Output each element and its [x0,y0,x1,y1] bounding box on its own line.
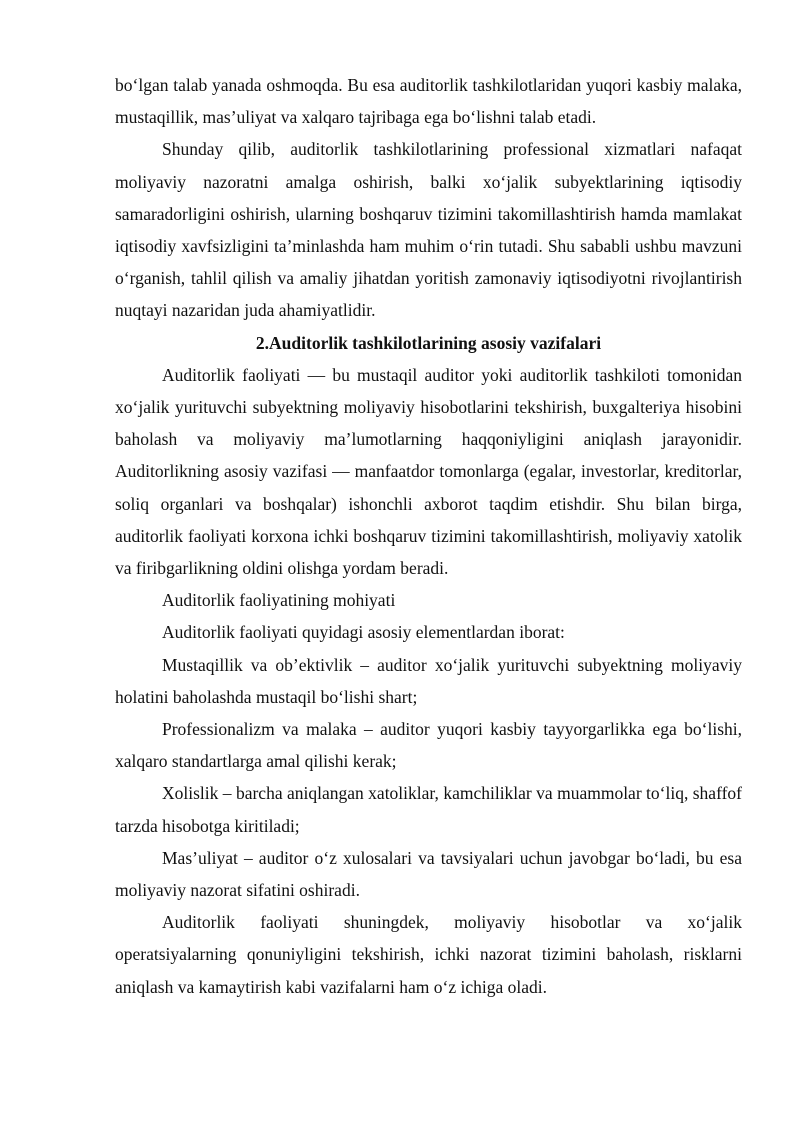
paragraph-conclusion: Shunday qilib, auditorlik tashkilotlarining professional xizmatlari nafaqat moliyaviy nazoratni amalga oshirish, balki xo‘jalik subyektlarining iqtisodiy samaradorligini oshirish, ularning boshqaruv tizimini takomillashtirish hamda mamlakat iqtisodiy xavfsizligini ta’minlashda ham muhim o‘rin tutadi. Shu sababli ushbu mavzuni o‘rganish, tahlil qilish va amaliy jihatdan yoritish zamonaviy iqtisodiyotni rivojlantirish nuqtayi nazaridan juda ahamiyatlidir. [115,139,742,321]
section-heading: 2.Auditorlik tashkilotlarining asosiy vazifalari [255,332,602,353]
paragraph-additional-tasks: Auditorlik faoliyati shuningdek, moliyaviy hisobotlar va xo‘jalik operatsiyalarning qonuniyligini tekshirish, ichki nazorat tizimini baholash, risklarni aniqlash va kamaytirish kabi vazifalarni ham o‘z ichiga oladi. [115,912,742,997]
document-page [115,69,742,1003]
list-item-professionalism: Professionalizm va malaka – auditor yuqori kasbiy tayyorgarlikka ega bo‘lishi, xalqaro standartlarga amal qilishi kerak; [115,719,742,772]
list-item-responsibility: Mas’uliyat – auditor o‘z xulosalari va tavsiyalari uchun javobgar bo‘ladi, bu esa moliyaviy nazorat sifatini oshiradi. [115,847,742,901]
subheading-essence: Auditorlik faoliyatining mohiyati [162,590,396,611]
paragraph-elements-intro: Auditorlik faoliyati quyidagi asosiy elementlardan iborat: [162,622,565,643]
list-item-independence: Mustaqillik va ob’ektivlik – auditor xo‘jalik yurituvchi subyektning moliyaviy holatini baholashda mustaqil bo‘lishi shart; [115,654,742,707]
list-item-impartiality: Xolislik – barcha aniqlangan xatoliklar, kamchiliklar va muammolar to‘liq, shaffof tarzda hisobotga kiritiladi; [115,783,742,836]
paragraph-definition: Auditorlik faoliyati — bu mustaqil auditor yoki auditorlik tashkiloti tomonidan xo‘jalik yurituvchi subyektning moliyaviy hisobotlarini tekshirish, buxgalteriya hisobini baholash va moliyaviy ma’lumotlarning haqqoniyligini aniqlash jarayonidir. Auditorlikning asosiy vazifasi — manfaatdor tomonlarga (egalar, investorlar, kreditorlar, soliq organlari va boshqalar) ishonchli axborot taqdim etishdir. Shu bilan birga, auditorlik faoliyati korxona ichki boshqaruv tizimini takomillashtirish, moliyaviy xatolik va firibgarlikning oldini olishga yordam beradi. [115,364,742,579]
paragraph-continuation: bo‘lgan talab yanada oshmoqda. Bu esa auditorlik tashkilotlaridan yuqori kasbiy malaka, mustaqillik, mas’uliyat va xalqaro tajribaga ega bo‘lishni talab etadi. [115,75,742,128]
